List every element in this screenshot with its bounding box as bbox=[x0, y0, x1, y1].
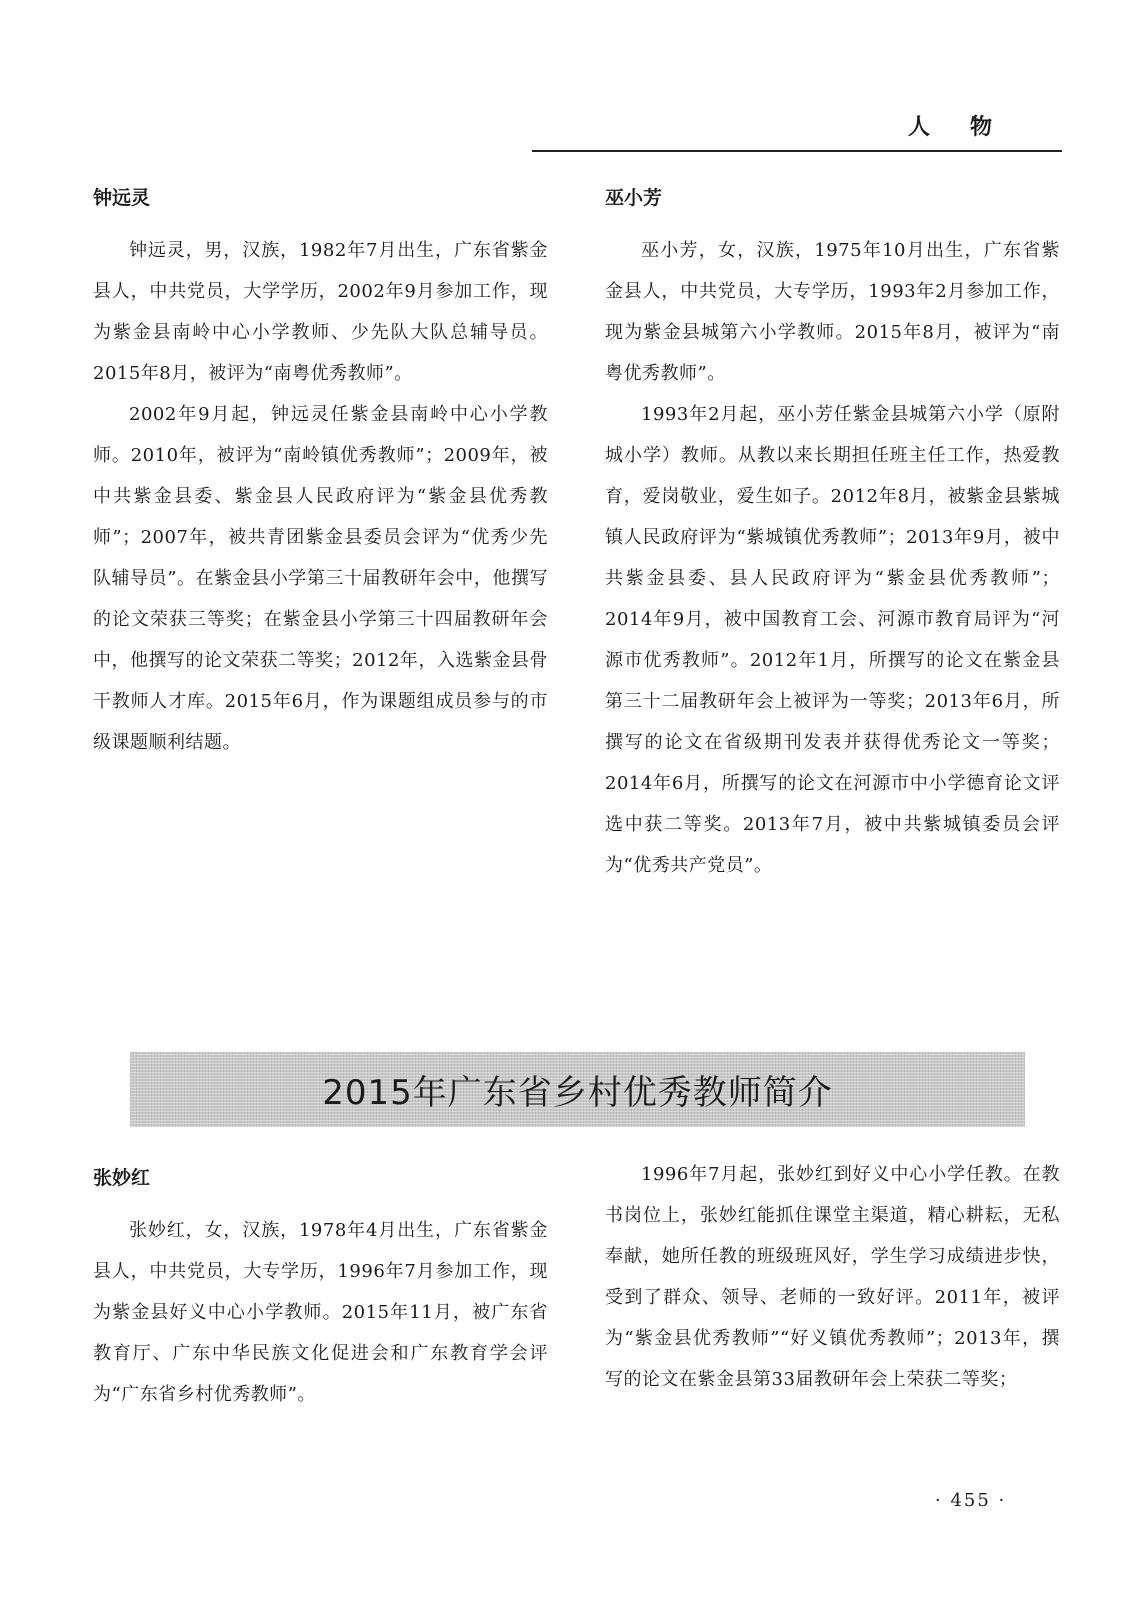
section-banner bbox=[130, 1052, 1025, 1127]
section-title: 人物 bbox=[907, 114, 1032, 140]
person-name: 张妙红 bbox=[93, 1167, 151, 1189]
paragraph: 1996年7月起，张妙红到好义中心小学任教。在教书岗位上，张妙红能抓住课堂主渠道，精心耕耘，无私奉献，她所任教的班级班风好，学生学习成绩进步快，受到了群众、领导、老师的一致好评。2011年，被评为“紫金县优秀教师”“好义镇优秀教师”；2013年，撰写的论文在紫金县第33届教研年会上荣获二等奖； bbox=[605, 1164, 1060, 1390]
paragraph: 钟远灵，男，汉族，1982年7月出生，广东省紫金县人，中共党员，大学学历，2002年9月参加工作，现为紫金县南岭中心小学教师、少先队大队总辅导员。2015年8月，被评为“南粤优秀教师”。 bbox=[93, 240, 548, 384]
paragraph: 2002年9月起，钟远灵任紫金县南岭中心小学教师。2010年，被评为“南岭镇优秀教师”；2009年，被中共紫金县委、紫金县人民政府评为“紫金县优秀教师”；2007年，被共青团紫金县委员会评为“优秀少先队辅导员”。在紫金县小学第三十届教研年会中，他撰写的论文荣获三等奖；在紫金县小学第三十四届教研年会中，他撰写的论文荣获二等奖；2012年，入选紫金县骨干教师人才库。2015年6月，作为课题组成员参与的市级课题顺利结题。 bbox=[93, 404, 548, 753]
article-zhong-yuanling bbox=[93, 178, 548, 763]
person-name: 巫小芳 bbox=[605, 187, 663, 209]
paragraph: 张妙红，女，汉族，1978年4月出生，广东省紫金县人，中共党员，大专学历，1996年7月参加工作，现为紫金县好义中心小学教师。2015年11月，被广东省教育厅、广东中华民族文化促进会和广东教育学会评为“广东省乡村优秀教师”。 bbox=[93, 1220, 548, 1405]
person-name: 钟远灵 bbox=[93, 187, 151, 209]
page-number: · 455 · bbox=[935, 1490, 1007, 1511]
banner-title: 2015年广东省乡村优秀教师简介 bbox=[322, 1073, 833, 1113]
paragraph: 巫小芳，女，汉族，1975年10月出生，广东省紫金县人，中共党员，大专学历，1993年2月参加工作，现为紫金县城第六小学教师。2015年8月，被评为“南粤优秀教师”。 bbox=[605, 240, 1060, 384]
running-header bbox=[532, 100, 1062, 152]
article-wu-xiaofang bbox=[605, 178, 1060, 886]
article-zhang-miaohong-continued bbox=[605, 1154, 1060, 1400]
article-zhang-miaohong bbox=[93, 1158, 548, 1415]
paragraph: 1993年2月起，巫小芳任紫金县城第六小学（原附城小学）教师。从教以来长期担任班主任工作，热爱教育，爱岗敬业，爱生如子。2012年8月，被紫金县紫城镇人民政府评为“紫城镇优秀教师”；2013年9月，被中共紫金县委、县人民政府评为“紫金县优秀教师”；2014年9月，被中国教育工会、河源市教育局评为“河源市优秀教师”。2012年1月，所撰写的论文在紫金县第三十二届教研年会上被评为一等奖；2013年6月，所撰写的论文在省级期刊发表并获得优秀论文一等奖；2014年6月，所撰写的论文在河源市中小学德育论文评选中获二等奖。2013年7月，被中共紫城镇委员会评为“优秀共产党员”。 bbox=[605, 404, 1060, 876]
